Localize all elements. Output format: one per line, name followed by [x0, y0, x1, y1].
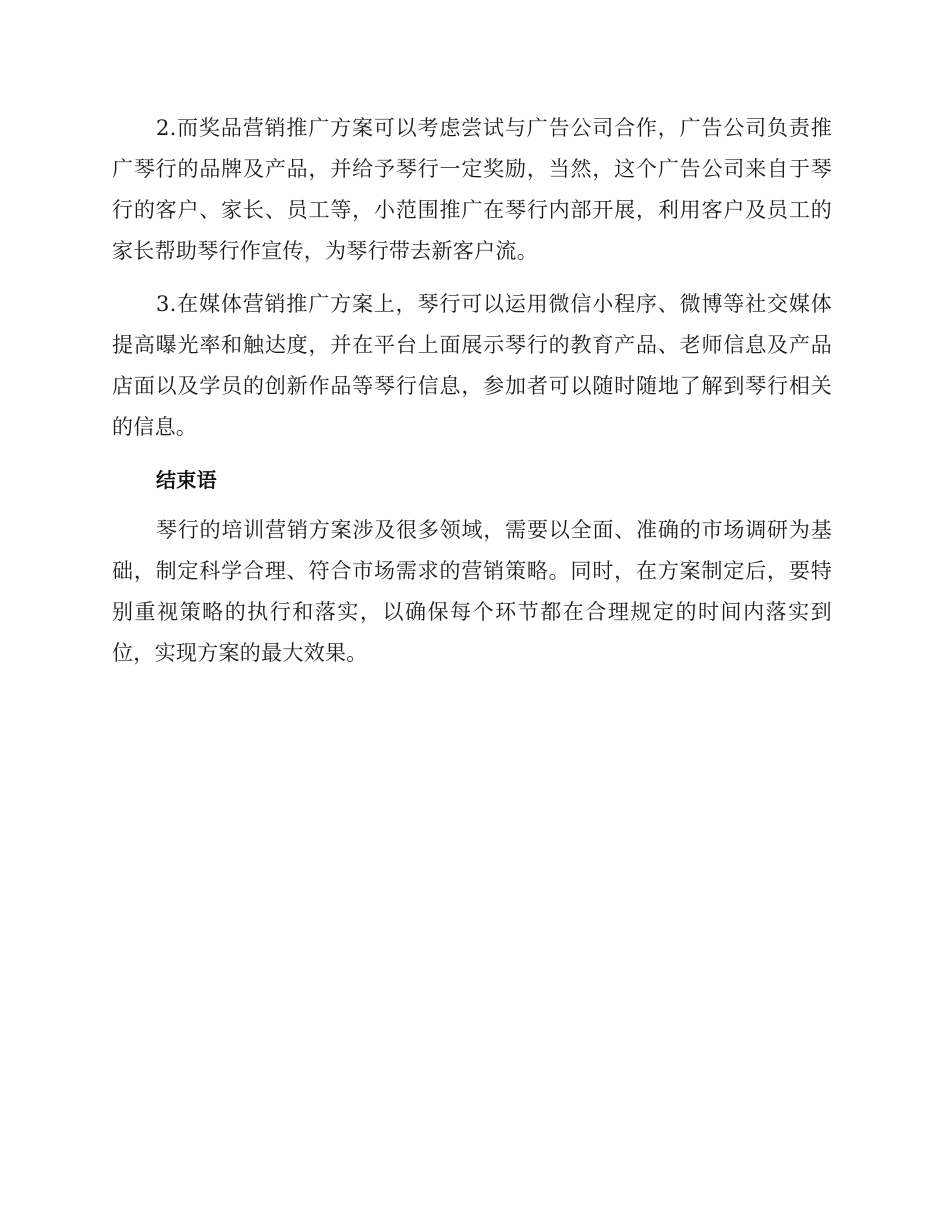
- conclusion-heading: 结束语: [156, 468, 217, 492]
- paragraph-media-marketing: 3.在媒体营销推广方案上，琴行可以运用微信小程序、微博等社交媒体提高曝光率和触达度，并在平台上面展示琴行的教育产品、老师信息及产品店面以及学员的创新作品等琴行信息，参加者可以随时随地了解到琴行相关的信息。: [112, 292, 832, 439]
- conclusion-paragraph: 琴行的培训营销方案涉及很多领域，需要以全面、准确的市场调研为基础，制定科学合理、符合市场需求的营销策略。同时，在方案制定后，要特别重视策略的执行和落实，以确保每个环节都在合理规定的时间内落实到位，实现方案的最大效果。: [112, 518, 832, 665]
- paragraph-prize-marketing: 2.而奖品营销推广方案可以考虑尝试与广告公司合作，广告公司负责推广琴行的品牌及产品，并给予琴行一定奖励，当然，这个广告公司来自于琴行的客户、家长、员工等，小范围推广在琴行内部开展，利用客户及员工的家长帮助琴行作宣传，为琴行带去新客户流。: [112, 116, 832, 263]
- document-body: [112, 108, 832, 686]
